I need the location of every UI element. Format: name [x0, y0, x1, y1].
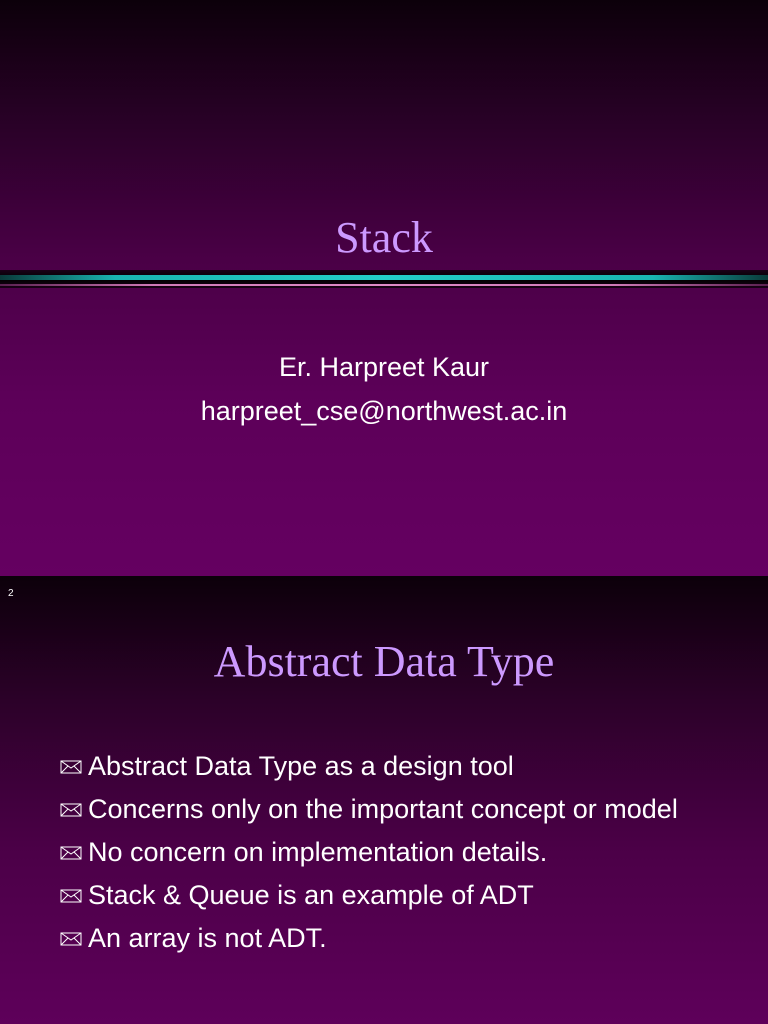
bullet-text: Abstract Data Type as a design tool: [88, 751, 514, 781]
slide-heading: Abstract Data Type: [213, 637, 555, 686]
envelope-icon: [60, 760, 82, 774]
slide-number: 2: [8, 588, 14, 599]
bullet-item: [60, 791, 700, 828]
envelope-icon: [60, 932, 82, 946]
envelope-icon: [60, 889, 82, 903]
bullet-text: Concerns only on the important concept or model: [88, 794, 678, 824]
title-divider-cyan: [0, 275, 768, 280]
slide-adt: [0, 576, 768, 1024]
author-name: Er. Harpreet Kaur: [278, 352, 490, 382]
author-email: harpreet_cse@northwest.ac.in: [200, 396, 568, 426]
bullet-item: [60, 748, 700, 785]
bullet-item: [60, 834, 700, 871]
bullet-item: [60, 877, 700, 914]
envelope-icon: [60, 846, 82, 860]
bullet-text: An array is not ADT.: [88, 923, 327, 953]
slide-title-heading: Stack: [335, 213, 433, 262]
bullet-item: [60, 920, 700, 957]
title-divider-pink: [0, 284, 768, 286]
envelope-icon: [60, 803, 82, 817]
bullet-text: No concern on implementation details.: [88, 837, 548, 867]
bullet-text: Stack & Queue is an example of ADT: [88, 880, 534, 910]
bullet-list: [60, 748, 700, 963]
